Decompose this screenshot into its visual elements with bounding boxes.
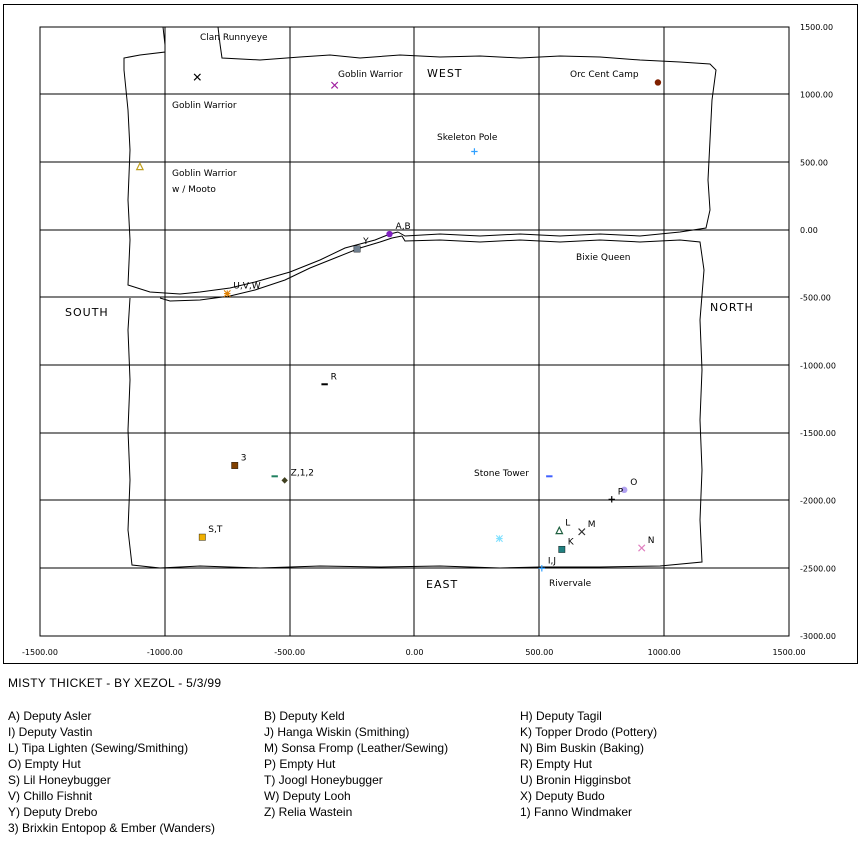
y-tick-label: -1000.00 — [800, 361, 836, 371]
marker-symbol-square — [559, 546, 565, 552]
y-tick-label: 500.00 — [800, 158, 828, 168]
legend-entry: O) Empty Hut — [8, 757, 81, 771]
legend-entry: X) Deputy Budo — [520, 789, 605, 803]
legend-entry: K) Topper Drodo (Pottery) — [520, 725, 658, 739]
place-rivervale: Rivervale — [549, 579, 592, 589]
y-tick-label: -3000.00 — [800, 632, 836, 641]
x-tick-label: 1500.00 — [772, 648, 806, 657]
y-tick-label: -500.00 — [800, 293, 831, 303]
legend-entry: V) Chillo Fishnit — [8, 789, 93, 803]
marker-symbol-square — [354, 246, 360, 252]
marker-label: L — [565, 518, 571, 529]
legend-entry: J) Hanga Wiskin (Smithing) — [264, 725, 410, 739]
marker-label: A,B — [395, 222, 411, 233]
legend-entry: T) Joogl Honeybugger — [264, 773, 383, 787]
map-caption: MISTY THICKET - BY XEZOL - 5/3/99 — [8, 676, 222, 690]
marker-label: 3 — [240, 453, 247, 464]
x-tick-label: 500.00 — [525, 648, 554, 657]
place-stone-tower: Stone Tower — [474, 469, 529, 479]
marker-label: Y — [363, 236, 369, 247]
place-skeleton-pole: Skeleton Pole — [437, 133, 498, 143]
y-tick-label: -2500.00 — [800, 564, 836, 574]
marker-label: K — [567, 537, 574, 548]
place-mooto: w / Mooto — [172, 185, 216, 195]
place-orc-cent-camp: Orc Cent Camp — [570, 70, 639, 80]
marker-symbol-square — [199, 534, 205, 540]
legend-entry: L) Tipa Lighten (Sewing/Smithing) — [8, 741, 189, 755]
legend-entry: M) Sonsa Fromp (Leather/Sewing) — [264, 741, 449, 755]
marker-label: O — [630, 477, 638, 488]
x-tick-label: -1500.00 — [22, 648, 58, 657]
x-tick-labels — [22, 648, 806, 657]
legend-entry: Z) Relia Wastein — [264, 805, 353, 819]
marker-label: U,V,W — [233, 281, 261, 292]
marker-symbol-star — [224, 290, 230, 296]
place-goblin-warrior-north: Goblin Warrior — [338, 70, 403, 80]
legend-entry: 1) Fanno Windmaker — [520, 805, 633, 819]
legend-entry: U) Bronin Higginsbot — [520, 773, 631, 787]
y-tick-label: 1000.00 — [800, 90, 834, 100]
legend-entry: B) Deputy Keld — [264, 709, 345, 723]
x-tick-label: -500.00 — [274, 648, 306, 657]
x-tick-label: 1000.00 — [647, 648, 681, 657]
x-tick-label: -1000.00 — [146, 648, 183, 657]
y-tick-label: -2000.00 — [800, 496, 836, 506]
direction-east: EAST — [426, 578, 459, 591]
y-tick-label: -1500.00 — [800, 429, 836, 438]
place-goblin-warrior-west: Goblin Warrior — [172, 101, 237, 111]
marker-label: M — [587, 519, 596, 530]
x-tick-label: 0.00 — [405, 648, 424, 657]
legend-entry: A) Deputy Asler — [8, 709, 92, 723]
marker-symbol-circle — [386, 231, 392, 237]
y-tick-label: 0.00 — [800, 226, 818, 235]
legend-entry: W) Deputy Looh — [264, 789, 351, 803]
marker-symbol-star — [496, 535, 502, 541]
direction-north: NORTH — [710, 301, 754, 314]
marker-label: Z,1,2 — [290, 468, 315, 479]
direction-south: SOUTH — [65, 306, 109, 319]
legend-entry: H) Deputy Tagil — [520, 709, 602, 723]
marker-label: S,T — [208, 525, 223, 536]
marker-label: N — [647, 536, 655, 547]
legend-entry: S) Lil Honeybugger — [8, 773, 111, 787]
marker-symbol-square — [232, 462, 238, 468]
marker-label: I,J — [547, 556, 557, 567]
legend-entry: I) Deputy Vastin — [8, 725, 93, 739]
grid — [40, 27, 789, 636]
marker-label: R — [330, 372, 337, 383]
place-bixie-queen: Bixie Queen — [576, 253, 631, 263]
place-goblin-warrior-mooto: Goblin Warrior — [172, 169, 237, 179]
legend-column-2 — [264, 708, 448, 820]
legend-entry: R) Empty Hut — [520, 757, 593, 771]
map-marker — [496, 535, 502, 541]
y-tick-labels — [800, 23, 836, 641]
legend-entry: Y) Deputy Drebo — [8, 805, 98, 819]
y-tick-label: 1500.00 — [800, 23, 834, 32]
legend-column-3 — [520, 708, 657, 820]
legend-column-1 — [8, 708, 215, 836]
legend-entry: 3) Brixkin Entopop & Ember (Wanders) — [8, 821, 215, 835]
legend-entry: P) Empty Hut — [264, 757, 336, 771]
marker-symbol-circle — [655, 79, 661, 85]
place-clan-runnyeye: Clan Runnyeye — [200, 33, 268, 43]
direction-west: WEST — [427, 67, 463, 80]
legend-entry: N) Bim Buskin (Baking) — [520, 741, 645, 755]
map-marker — [655, 79, 661, 85]
marker-label: P — [617, 487, 624, 498]
